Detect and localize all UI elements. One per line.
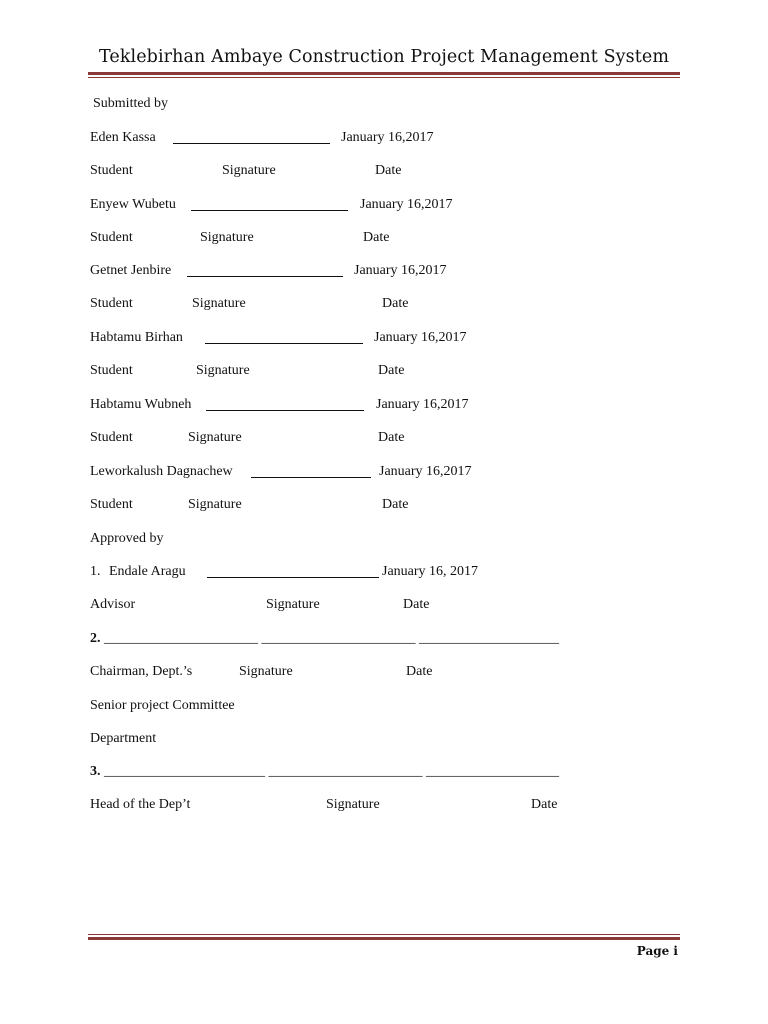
approved-by-label: Approved by [90,531,164,546]
role-date-label: Date [378,430,405,445]
role-student-label: Student [90,497,133,512]
role-continuation-line [90,697,678,715]
role-student-label: Student [90,296,133,311]
approver-row [90,563,678,581]
student-date: January 16,2017 [374,330,467,345]
submitted-by-label: Submitted by [93,96,169,111]
student-name: Getnet Jenbire [90,263,172,278]
role-department-label: Department [90,731,157,746]
signature-line [187,276,343,277]
role-date-label: Date [382,296,409,311]
submitted-by-line [90,95,678,113]
role-signature-label: Signature [200,230,254,245]
role-student-label: Student [90,430,133,445]
student-date: January 16,2017 [376,397,469,412]
signature-line [207,577,379,578]
role-date-label: Date [375,163,402,178]
student-row [90,329,678,347]
role-signature-label: Signature [188,430,242,445]
student-date: January 16,2017 [354,263,447,278]
student-name: Enyew Wubetu [90,197,176,212]
role-student-label: Student [90,230,133,245]
student-row [90,196,678,214]
student-row [90,262,678,280]
role-row [90,162,678,180]
role-head-label: Head of the Dep’t [90,797,191,812]
role-advisor-label: Advisor [90,597,136,612]
role-signature-label: Signature [239,664,293,679]
approver-number: 2. [90,631,101,646]
approver-name: Endale Aragu [109,564,186,579]
student-date: January 16,2017 [360,197,453,212]
role-committee-label: Senior project Committee [90,698,235,713]
signature-line [206,410,364,411]
student-name: Eden Kassa [90,130,156,145]
role-row [90,596,678,614]
approver-row [90,630,678,648]
student-row [90,463,678,481]
role-signature-label: Signature [266,597,320,612]
approver-blanks: _______________________ ______________________ ___________________ [104,764,559,779]
approved-by-line [90,530,678,548]
role-row [90,429,678,447]
footer-rule-thin [88,934,680,935]
student-date: January 16,2017 [341,130,434,145]
role-signature-label: Signature [192,296,246,311]
role-date-label: Date [378,363,405,378]
approver-number: 3. [90,764,101,779]
role-continuation-line [90,730,678,748]
signature-line [251,477,371,478]
role-signature-label: Signature [326,797,380,812]
role-chairman-label: Chairman, Dept.’s [90,664,193,679]
role-row [90,362,678,380]
role-row [90,295,678,313]
student-row [90,129,678,147]
role-date-label: Date [531,797,558,812]
role-signature-label: Signature [188,497,242,512]
role-row [90,229,678,247]
role-date-label: Date [382,497,409,512]
student-row [90,396,678,414]
role-signature-label: Signature [222,163,276,178]
student-name: Leworkalush Dagnachew [90,464,233,479]
page-number: Page i [636,944,678,958]
role-row [90,496,678,514]
approver-row [90,763,678,781]
role-student-label: Student [90,163,133,178]
signature-line [205,343,363,344]
signature-line [173,143,330,144]
role-row [90,663,678,681]
role-date-label: Date [406,664,433,679]
role-date-label: Date [403,597,430,612]
header-rule-thick [88,72,680,75]
role-signature-label: Signature [196,363,250,378]
header-rule-thin [88,77,680,78]
student-date: January 16,2017 [379,464,472,479]
approver-blanks: ______________________ ______________________ ____________________ [104,631,559,646]
signature-line [191,210,348,211]
role-student-label: Student [90,363,133,378]
approver-date: January 16, 2017 [382,564,479,579]
footer-rule-thick [88,937,680,940]
approver-number: 1. [90,564,101,579]
student-name: Habtamu Wubneh [90,397,192,412]
page-header-title: Teklebirhan Ambaye Construction Project Management System [98,47,670,67]
role-row [90,796,678,814]
role-date-label: Date [363,230,390,245]
student-name: Habtamu Birhan [90,330,183,345]
